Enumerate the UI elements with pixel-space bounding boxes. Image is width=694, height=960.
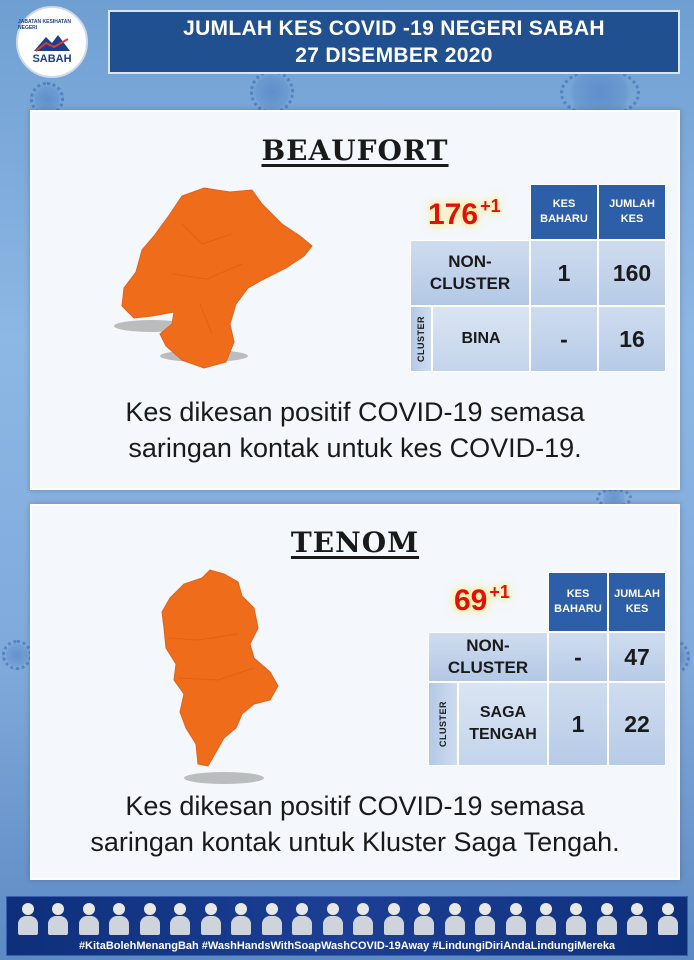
virus-decoration-icon [250, 70, 294, 114]
frontliner-person-icon [108, 903, 130, 935]
row-label-line: NON-CLUSTER [447, 636, 529, 677]
tenom-map [158, 568, 288, 786]
frontliner-person-icon [383, 903, 405, 935]
district-title [32, 134, 678, 167]
virus-decoration-icon [2, 640, 32, 670]
header-line: KES [552, 198, 576, 210]
cluster-name-line: TENGAH [469, 726, 537, 743]
frontliner-person-icon [596, 903, 618, 935]
frontliner-person-icon [169, 903, 191, 935]
frontliner-person-icon [535, 903, 557, 935]
non-cluster-new-value: - [548, 632, 608, 682]
frontliner-person-icon [78, 903, 100, 935]
page-header [108, 10, 680, 74]
header-total-cases [598, 184, 666, 240]
footer-hashtags: #KitaBolehMenangBah #WashHandsWithSoapWashCOVID-19Away #LindungiDiriAndaLindungiMereka [78, 940, 616, 952]
header-line: BAHARU [540, 213, 588, 225]
frontliner-person-icon [657, 903, 679, 935]
non-cluster-total-value: 47 [608, 632, 666, 682]
frontliner-person-icon [474, 903, 496, 935]
frontliner-person-icon [291, 903, 313, 935]
caption-line: saringan kontak untuk kes COVID-19. [128, 433, 582, 463]
frontliner-person-icon [322, 903, 344, 935]
beaufort-total [428, 196, 501, 232]
beaufort-panel [30, 110, 680, 490]
cluster-side-label: CLUSTER [428, 682, 458, 766]
header-line: BAHARU [554, 603, 602, 615]
non-cluster-new-value: 1 [530, 240, 598, 306]
frontliner-person-icon [505, 903, 527, 935]
header-line: JUMLAH [614, 588, 660, 600]
frontliner-people-row [17, 901, 679, 935]
cluster-name-line: BINA [461, 330, 501, 347]
header-line: JUMLAH [609, 198, 655, 210]
header-new-cases [530, 184, 598, 240]
beaufort-title: BEAUFORT [261, 134, 449, 167]
tenom-total [454, 582, 510, 618]
cluster-name-bina [432, 306, 530, 372]
frontliner-person-icon [626, 903, 648, 935]
logo-top-text: JABATAN KESIHATAN NEGERI [18, 19, 71, 31]
row-label-line: NON- [448, 252, 492, 271]
header-line: KES [620, 213, 644, 225]
beaufort-map-shape [122, 188, 312, 368]
frontliner-person-icon [47, 903, 69, 935]
cluster-name-line: SAGA [479, 704, 527, 721]
frontliner-person-icon [17, 903, 39, 935]
row-label-line: CLUSTER [429, 274, 511, 293]
non-cluster-total-value: 160 [598, 240, 666, 306]
row-label-non-cluster [428, 632, 548, 682]
frontliner-person-icon [352, 903, 374, 935]
header-new-cases [548, 572, 608, 632]
total-value: 176 [428, 198, 479, 231]
caption-line: Kes dikesan positif COVID-19 semasa [125, 397, 585, 427]
frontliner-person-icon [139, 903, 161, 935]
frontliner-person-icon [200, 903, 222, 935]
total-new-value: +1 [489, 582, 510, 602]
cluster-total-value: 22 [608, 682, 666, 766]
cluster-total-value: 16 [598, 306, 666, 372]
tenom-map-shape [162, 570, 278, 766]
frontliner-person-icon [565, 903, 587, 935]
footer-banner [6, 896, 688, 956]
frontliner-person-icon [444, 903, 466, 935]
frontliner-person-icon [261, 903, 283, 935]
frontliner-person-icon [230, 903, 252, 935]
tenom-title: TENOM [290, 526, 420, 559]
cluster-side-label: CLUSTER [410, 306, 432, 372]
total-value: 69 [454, 584, 488, 617]
header-title: JUMLAH KES COVID -19 NEGERI SABAH [183, 17, 605, 40]
row-label-non-cluster [410, 240, 530, 306]
cluster-name-saga-tengah [458, 682, 548, 766]
total-new-value: +1 [480, 196, 501, 216]
sabah-health-logo [16, 6, 88, 78]
beaufort-map [112, 184, 317, 374]
logo-text: SABAH [32, 53, 72, 65]
header-line: KES [566, 588, 590, 600]
cluster-new-value: 1 [548, 682, 608, 766]
tenom-panel [30, 504, 680, 880]
tenom-caption [32, 788, 678, 860]
header-date: 27 DISEMBER 2020 [295, 44, 493, 67]
beaufort-caption [32, 394, 678, 466]
frontliner-person-icon [413, 903, 435, 935]
caption-line: saringan kontak untuk Kluster Saga Tengah. [90, 827, 620, 857]
caption-line: Kes dikesan positif COVID-19 semasa [125, 791, 585, 821]
header-line: KES [625, 603, 649, 615]
district-title [32, 526, 678, 559]
sabah-health-logo-icon [32, 31, 72, 53]
header-total-cases [608, 572, 666, 632]
cluster-new-value: - [530, 306, 598, 372]
